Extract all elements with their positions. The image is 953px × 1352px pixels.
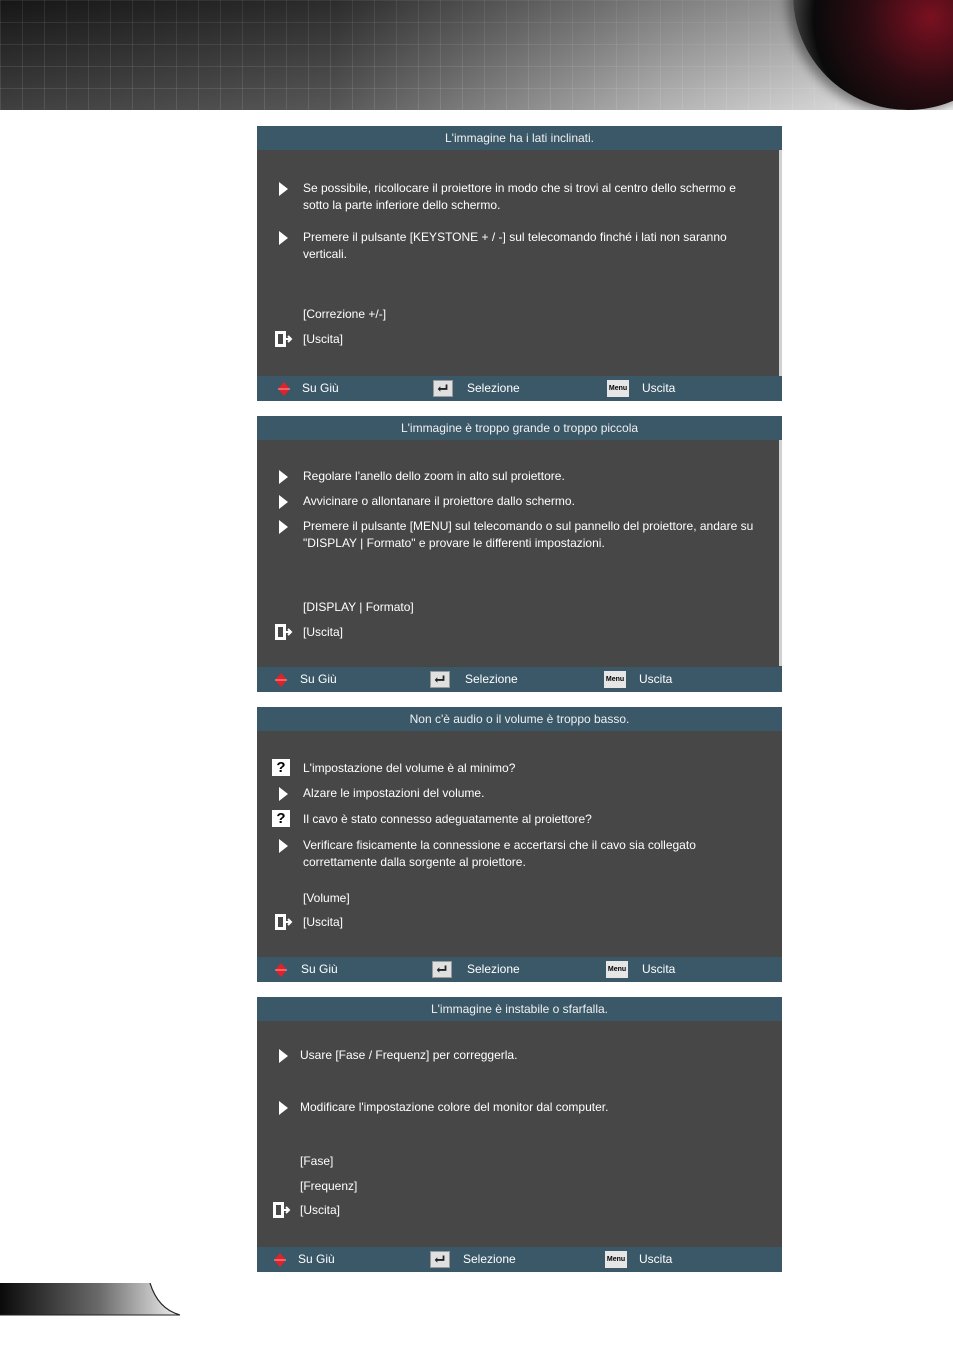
item-text: Regolare l'anello dello zoom in alto sul proiettore. [303, 469, 565, 483]
item-text: Se possibile, ricollocare il proiettore in modo che si trovi al centro dello schermo e sotto la parte inferiore dello schermo. [303, 181, 736, 212]
exit-icon [272, 1201, 292, 1219]
link-text: [Uscita] [303, 332, 344, 346]
exit-icon [274, 623, 294, 641]
page-footer-tab [0, 1283, 180, 1317]
footer-exit-label: Uscita [639, 1252, 673, 1266]
enter-icon [432, 961, 452, 978]
link-text: [Correzione +/-] [303, 307, 387, 321]
triangle-icon [279, 470, 288, 484]
panel-title: L'immagine è instabile o sfarfalla. [257, 997, 782, 1021]
menu-key-icon: Menu [605, 1251, 627, 1268]
menu-key-icon: Menu [607, 380, 629, 397]
link-text: [Uscita] [303, 625, 344, 639]
triangle-icon [279, 1101, 288, 1115]
enter-icon [430, 1251, 450, 1268]
link-text: [Uscita] [303, 915, 344, 929]
menu-key-icon: Menu [606, 961, 628, 978]
osd-panel-audio [257, 707, 782, 982]
item-text: Avvicinare o allontanare il proiettore dallo schermo. [303, 494, 575, 508]
exit-icon [274, 330, 294, 348]
triangle-icon [279, 1049, 288, 1063]
up-down-icon [275, 673, 287, 687]
panel-footer [257, 957, 782, 982]
footer-select-label: Selezione [465, 672, 518, 686]
item-text: Premere il pulsante [MENU] sul telecomando o sul pannello del proiettore, andare su "DISPLAY | Formato" e provare le differenti impostazioni. [303, 519, 754, 550]
panel-footer [257, 376, 782, 401]
scrollbar[interactable] [779, 150, 782, 376]
exit-icon [274, 913, 294, 931]
triangle-icon [279, 182, 288, 196]
link-text: [DISPLAY | Formato] [303, 600, 414, 614]
question-icon: ? [272, 759, 290, 776]
footer-updown-label: Su Giù [298, 1252, 335, 1266]
osd-panel-flicker [257, 997, 782, 1272]
link-text: [Uscita] [300, 1203, 341, 1217]
item-text: Usare [Fase / Frequenz] per correggerla. [300, 1048, 518, 1062]
footer-exit-label: Uscita [642, 962, 676, 976]
triangle-icon [279, 839, 288, 853]
page-header-banner [0, 0, 953, 110]
panel-footer [257, 667, 782, 692]
link-text: [Volume] [303, 891, 350, 905]
menu-key-icon: Menu [604, 671, 626, 688]
item-text: L'impostazione del volume è al minimo? [303, 761, 516, 775]
panel-title: L'immagine ha i lati inclinati. [257, 126, 782, 150]
up-down-icon [278, 382, 290, 396]
enter-icon [433, 380, 453, 397]
link-text: [Fase] [300, 1154, 334, 1168]
footer-updown-label: Su Giù [302, 381, 339, 395]
panel-footer [257, 1247, 782, 1272]
panel-title: L'immagine è troppo grande o troppo piccola [257, 416, 782, 440]
footer-select-label: Selezione [467, 381, 520, 395]
triangle-icon [279, 787, 288, 801]
scrollbar[interactable] [779, 440, 782, 666]
footer-select-label: Selezione [467, 962, 520, 976]
up-down-icon [274, 1253, 286, 1267]
item-text: Premere il pulsante [KEYSTONE + / -] sul telecomando finché i lati non saranno verticali. [303, 230, 727, 261]
triangle-icon [279, 231, 288, 245]
osd-panel-keystone [257, 126, 782, 401]
footer-exit-label: Uscita [639, 672, 673, 686]
osd-panel-size [257, 416, 782, 692]
triangle-icon [279, 520, 288, 534]
up-down-icon [275, 963, 287, 977]
footer-updown-label: Su Giù [301, 962, 338, 976]
triangle-icon [279, 495, 288, 509]
item-text: Verificare fisicamente la connessione e accertarsi che il cavo sia collegato correttamente dalla sorgente al proiettore. [303, 838, 696, 869]
link-text: [Frequenz] [300, 1179, 358, 1193]
panel-title: Non c'è audio o il volume è troppo basso. [257, 707, 782, 731]
item-text: Il cavo è stato connesso adeguatamente al proiettore? [303, 812, 592, 826]
enter-icon [430, 671, 450, 688]
item-text: Modificare l'impostazione colore del monitor dal computer. [300, 1100, 609, 1114]
footer-updown-label: Su Giù [300, 672, 337, 686]
footer-exit-label: Uscita [642, 381, 676, 395]
item-text: Alzare le impostazioni del volume. [303, 786, 485, 800]
question-icon: ? [272, 810, 290, 827]
footer-select-label: Selezione [463, 1252, 516, 1266]
